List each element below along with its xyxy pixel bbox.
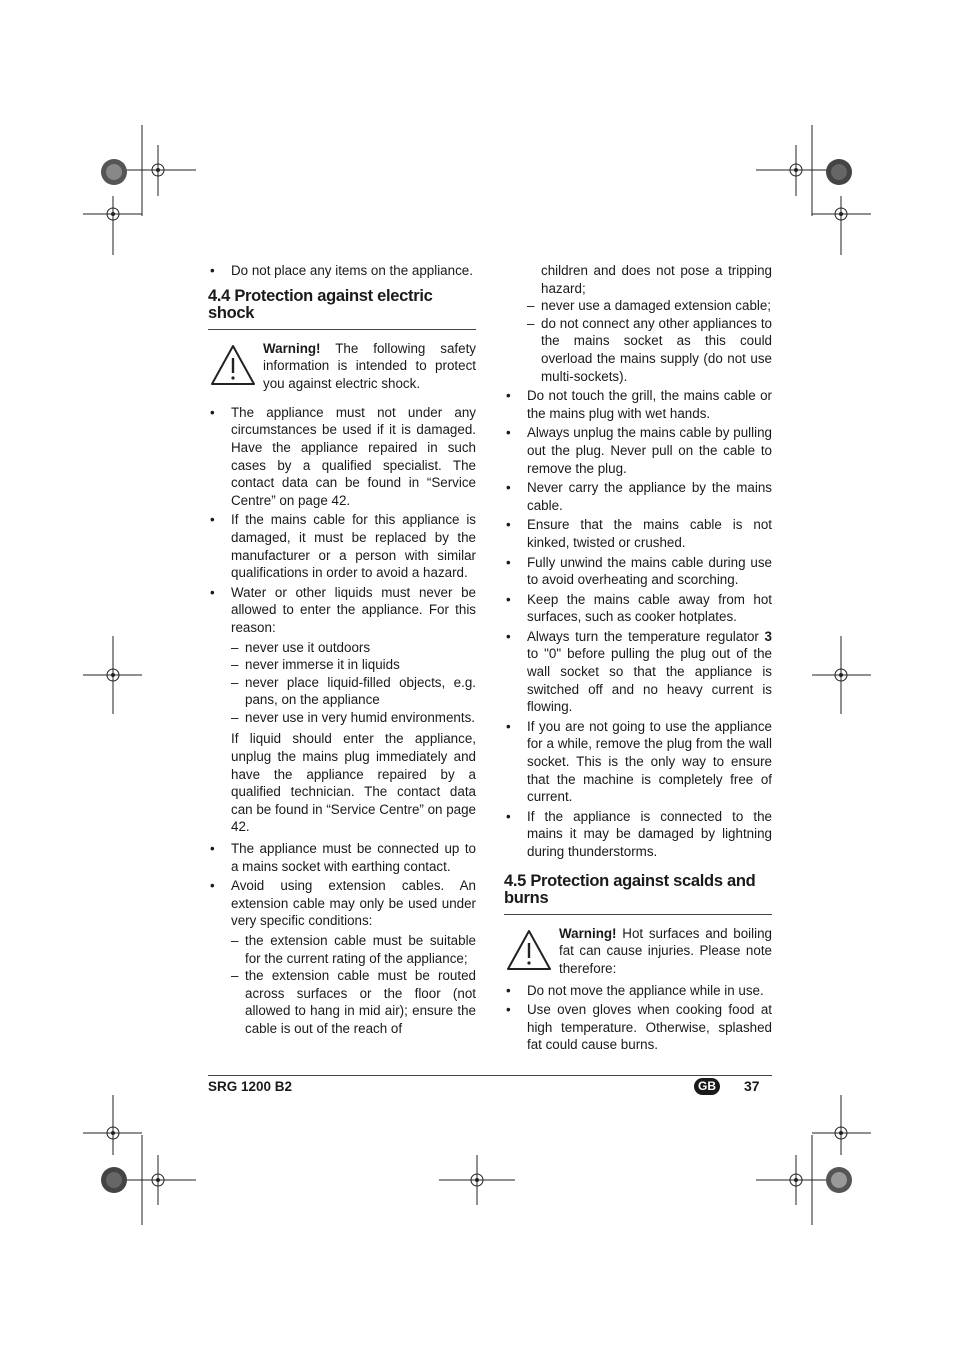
list-item-text: Never carry the appliance by the mains cable. — [527, 480, 772, 513]
list-item-text: Ensure that the mains cable is not kinked, twisted or crushed. — [527, 517, 772, 550]
warning-label: Warning! — [263, 340, 321, 356]
regulator-number: 3 — [764, 628, 772, 644]
dash-item-text: never use it outdoors — [245, 639, 371, 655]
dash-item-continuation — [527, 262, 772, 297]
footer-rule — [208, 1075, 772, 1076]
bullet-icon: • — [506, 718, 511, 734]
list-item-text: Always unplug the mains cable by pulling out the plug. Never pull on the cable to remove the plug. — [527, 425, 772, 476]
list-item-text: Water or other liquids must never be allowed to enter the appliance. For this reason: — [231, 584, 476, 635]
bullet-icon: • — [506, 480, 511, 496]
dash-icon: – — [231, 639, 239, 655]
list-item — [504, 982, 772, 1000]
dash-item — [527, 297, 772, 315]
dash-item — [231, 639, 476, 657]
list-item-text: Use oven gloves when cooking food at high temperature. Otherwise, splashed fat could cause burns. — [527, 1002, 772, 1053]
warning-text-block — [559, 925, 772, 978]
bullet-icon: • — [506, 982, 511, 998]
bullet-icon: • — [506, 554, 511, 570]
warning-box — [208, 340, 476, 400]
bullet-icon: • — [506, 628, 511, 644]
warning-text-block — [263, 340, 476, 393]
dash-item-text: do not connect any other appliances to the mains socket as this could overload the mains supply (do not use multi-sockets). — [541, 315, 772, 384]
dash-icon: – — [231, 657, 239, 673]
bullet-icon: • — [210, 878, 215, 894]
list-item-text: Avoid using extension cables. An extension cable may only be used under very specific conditions: — [231, 878, 476, 929]
dash-item — [231, 674, 476, 709]
bullet-icon: • — [210, 841, 215, 857]
list-item — [504, 516, 772, 551]
dash-item — [527, 315, 772, 385]
dash-icon: – — [527, 315, 535, 331]
bullet-icon: • — [506, 591, 511, 607]
dash-item — [231, 656, 476, 674]
list-item-text-part: Always turn the temperature regulator — [527, 628, 765, 644]
list-item — [504, 479, 772, 514]
list-item-text: Do not place any items on the appliance. — [231, 263, 473, 278]
language-badge: GB — [694, 1078, 720, 1095]
dash-item-text: the extension cable must be suitable for the current rating of the appliance; — [245, 933, 476, 966]
list-item — [208, 404, 476, 510]
list-item — [504, 387, 772, 422]
bullet-icon: • — [506, 517, 511, 533]
dash-item-text: never use in very humid environments. — [245, 709, 475, 725]
dash-icon: – — [527, 298, 535, 314]
paragraph: If liquid should enter the appliance, unplug the mains plug immediately and have the appliance repaired by a qualified technician. The contact data can be found in “Service Centre” on page 42. — [231, 731, 476, 835]
dash-item-text: never immerse it in liquids — [245, 657, 400, 673]
warning-label: Warning! — [559, 925, 617, 941]
dash-icon: – — [231, 709, 239, 725]
list-item — [504, 718, 772, 806]
dash-item-text: never place liquid-filled objects, e.g. pans, on the appliance — [245, 674, 476, 708]
list-item-text: Do not move the appliance while in use. — [527, 982, 764, 998]
bullet-icon: • — [506, 388, 511, 404]
footer-model: SRG 1200 B2 — [208, 1079, 293, 1094]
warning-triangle-icon — [506, 929, 552, 971]
dash-icon: – — [231, 968, 239, 984]
dash-icon: – — [231, 674, 239, 690]
list-item-text: The appliance must not under any circumstances be used if it is damaged. Have the appliance repaired in such cases by a qualified specialist. The contact data can be found in “Service Centre” on page 42. — [231, 404, 476, 508]
list-item-text: Fully unwind the mains cable during use to avoid overheating and scorching. — [527, 554, 772, 588]
dash-item-text: children and does not pose a tripping hazard; — [541, 263, 772, 296]
list-item — [208, 511, 476, 581]
warning-text: The following safety information is intended to protect you against electric shock. — [263, 340, 476, 391]
list-item — [504, 554, 772, 589]
right-column — [504, 262, 772, 1056]
list-item — [504, 1001, 772, 1054]
warning-triangle-icon — [210, 344, 256, 386]
bullet-icon: • — [210, 584, 215, 600]
list-item-text: If the appliance is connected to the mains it may be damaged by lightning during thunderstorms. — [527, 808, 772, 859]
list-item-text: If the mains cable for this appliance is damaged, it must be replaced by the manufacturer or a person with similar qualifications in order to avoid a hazard. — [231, 512, 476, 581]
list-item-text: Keep the mains cable away from hot surfaces, such as cooker hotplates. — [527, 591, 772, 625]
section-heading-electric-shock: 4.4 Protection against electric shock — [208, 288, 476, 330]
dash-item — [231, 709, 476, 727]
bullet-icon: • — [210, 512, 215, 528]
dash-item-text: never use a damaged extension cable; — [541, 298, 772, 314]
warning-text: Hot surfaces and boiling fat can cause injuries. Please note therefore: — [559, 925, 772, 976]
section-heading-scalds-burns: 4.5 Protection against scalds and burns — [504, 873, 772, 915]
left-column — [208, 262, 476, 1038]
list-item-text-part: to "0" before pulling the plug out of the wall socket so that the appliance is switched off and no heavy current is flowing. — [527, 646, 772, 715]
bullet-icon: • — [506, 1002, 511, 1018]
dash-item — [231, 932, 476, 967]
bullet-icon: • — [506, 808, 511, 824]
warning-box — [504, 925, 772, 978]
dash-item — [231, 967, 476, 1037]
bullet-icon: • — [506, 425, 511, 441]
list-item-text: If you are not going to use the appliance for a while, remove the plug from the wall socket. This is the only way to ensure that the machine is completely free of current. — [527, 718, 772, 805]
list-item — [504, 628, 772, 716]
list-item — [504, 808, 772, 861]
list-item — [504, 591, 772, 626]
list-item — [208, 584, 476, 637]
dash-item-text: the extension cable must be routed across surfaces or the floor (not allowed to hang in mid air); ensure the cable is out of the reach of — [245, 968, 476, 1036]
bullet-icon: • — [210, 404, 215, 420]
bullet-icon: • — [210, 263, 215, 278]
list-item — [208, 840, 476, 875]
list-item — [208, 877, 476, 930]
dash-icon: – — [231, 933, 239, 948]
list-item-text: The appliance must be connected up to a mains socket with earthing contact. — [231, 841, 476, 874]
list-item — [504, 424, 772, 477]
list-item-text: Do not touch the grill, the mains cable or the mains plug with wet hands. — [527, 388, 772, 421]
page-number: 37 — [744, 1078, 760, 1094]
list-item — [208, 262, 476, 280]
list-item-text — [527, 629, 772, 714]
